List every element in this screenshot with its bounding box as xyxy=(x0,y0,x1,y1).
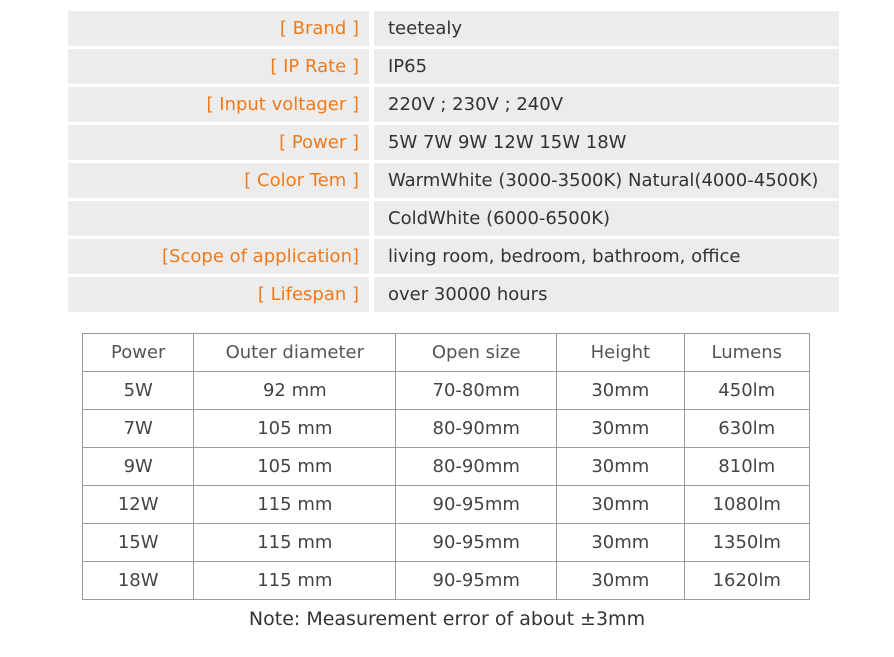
cell-power: 12W xyxy=(83,486,194,524)
measurement-note: Note: Measurement error of about ±3mm xyxy=(248,608,646,630)
table-row xyxy=(83,448,810,486)
cell-height: 30mm xyxy=(557,486,684,524)
spec-row-brand xyxy=(68,11,839,46)
cell-outer-diameter: 115 mm xyxy=(194,562,396,600)
table-row xyxy=(83,562,810,600)
spec-label: [ Lifespan ] xyxy=(68,277,369,312)
header-open-size: Open size xyxy=(396,334,557,372)
spec-value: 5W 7W 9W 12W 15W 18W xyxy=(374,125,839,160)
spec-value: teetealy xyxy=(374,11,839,46)
table-row xyxy=(83,372,810,410)
cell-open-size: 80-90mm xyxy=(396,448,557,486)
header-outer-diameter: Outer diameter xyxy=(194,334,396,372)
cell-height: 30mm xyxy=(557,562,684,600)
cell-outer-diameter: 92 mm xyxy=(194,372,396,410)
spec-row-color-tem-cont xyxy=(68,201,839,236)
table-row xyxy=(83,486,810,524)
cell-open-size: 90-95mm xyxy=(396,486,557,524)
cell-height: 30mm xyxy=(557,410,684,448)
cell-power: 18W xyxy=(83,562,194,600)
spec-value: IP65 xyxy=(374,49,839,84)
cell-power: 9W xyxy=(83,448,194,486)
header-lumens: Lumens xyxy=(684,334,809,372)
cell-outer-diameter: 105 mm xyxy=(194,448,396,486)
spec-label xyxy=(68,201,369,236)
spec-label: [ IP Rate ] xyxy=(68,49,369,84)
header-height: Height xyxy=(557,334,684,372)
cell-height: 30mm xyxy=(557,372,684,410)
cell-power: 7W xyxy=(83,410,194,448)
table-row xyxy=(83,410,810,448)
cell-height: 30mm xyxy=(557,448,684,486)
cell-lumens: 1350lm xyxy=(684,524,809,562)
cell-lumens: 450lm xyxy=(684,372,809,410)
cell-open-size: 80-90mm xyxy=(396,410,557,448)
spec-row-lifespan xyxy=(68,277,839,312)
header-power: Power xyxy=(83,334,194,372)
cell-height: 30mm xyxy=(557,524,684,562)
table-row xyxy=(83,524,810,562)
spec-label: [ Brand ] xyxy=(68,11,369,46)
spec-sheet xyxy=(68,11,839,315)
cell-lumens: 810lm xyxy=(684,448,809,486)
cell-lumens: 1080lm xyxy=(684,486,809,524)
spec-value: living room, bedroom, bathroom, office xyxy=(374,239,839,274)
spec-row-ip-rate xyxy=(68,49,839,84)
cell-power: 15W xyxy=(83,524,194,562)
table-header-row xyxy=(83,334,810,372)
cell-power: 5W xyxy=(83,372,194,410)
spec-label: [Scope of application] xyxy=(68,239,369,274)
spec-row-color-tem xyxy=(68,163,839,198)
cell-outer-diameter: 105 mm xyxy=(194,410,396,448)
cell-open-size: 90-95mm xyxy=(396,562,557,600)
spec-value: over 30000 hours xyxy=(374,277,839,312)
cell-lumens: 630lm xyxy=(684,410,809,448)
cell-lumens: 1620lm xyxy=(684,562,809,600)
spec-row-scope xyxy=(68,239,839,274)
size-table xyxy=(82,333,810,600)
spec-value: ColdWhite (6000-6500K) xyxy=(374,201,839,236)
spec-label: [ Power ] xyxy=(68,125,369,160)
spec-value: 220V ; 230V ; 240V xyxy=(374,87,839,122)
spec-row-power xyxy=(68,125,839,160)
spec-label: [ Input voltager ] xyxy=(68,87,369,122)
spec-label: [ Color Tem ] xyxy=(68,163,369,198)
cell-open-size: 90-95mm xyxy=(396,524,557,562)
cell-outer-diameter: 115 mm xyxy=(194,486,396,524)
cell-open-size: 70-80mm xyxy=(396,372,557,410)
cell-outer-diameter: 115 mm xyxy=(194,524,396,562)
spec-row-input-voltage xyxy=(68,87,839,122)
spec-value: WarmWhite (3000-3500K) Natural(4000-4500K) xyxy=(374,163,839,198)
